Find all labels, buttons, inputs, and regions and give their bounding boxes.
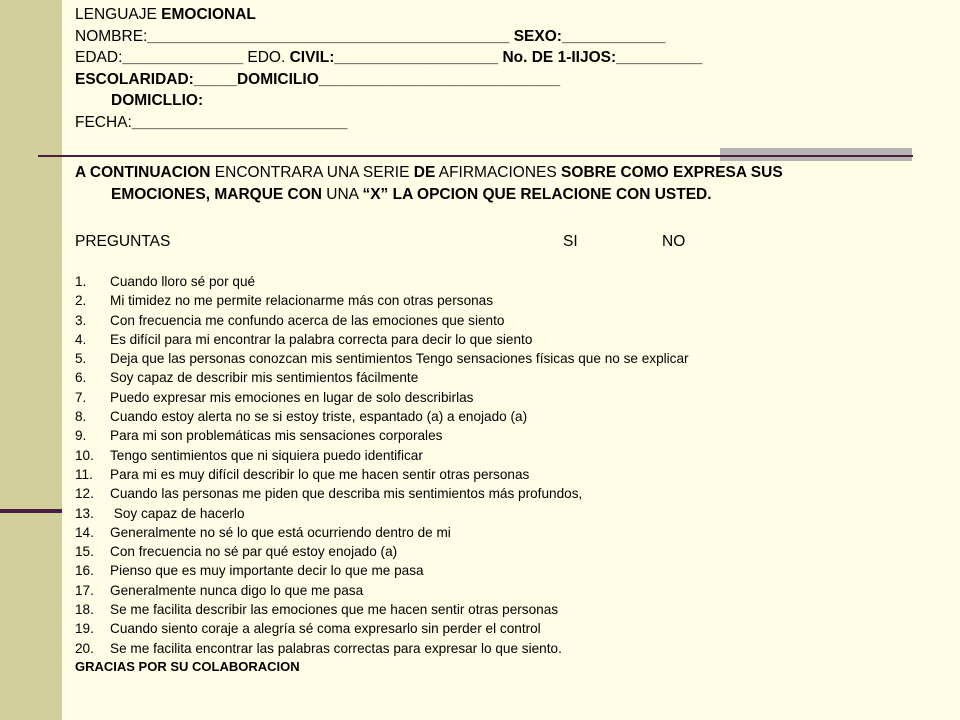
- domicllio-row: [75, 90, 955, 112]
- list-item: 15. Con frecuencia no sé par qué estoy enojado (a): [75, 544, 398, 560]
- list-item: 20. Se me facilita encontrar las palabras correctas para expresar lo que siento.: [75, 640, 562, 656]
- hijos-label: No. DE 1-IIJOS:: [498, 49, 617, 66]
- list-item: 6. Soy capaz de describir mis sentimientos fácilmente: [75, 370, 419, 386]
- fecha-row: [75, 112, 955, 134]
- edad-row: [75, 47, 955, 69]
- domicilio-label: DOMICILIO: [236, 70, 319, 88]
- escolaridad-row: [75, 69, 955, 91]
- list-item: 9. Para mi son problemáticas mis sensaciones corporales: [75, 428, 443, 444]
- no-column-header: NO: [662, 233, 686, 250]
- nombre-label: NOMBRE:: [75, 27, 148, 45]
- civil-label: CIVIL:: [289, 49, 335, 66]
- fecha-label: FECHA:: [75, 113, 132, 131]
- escolaridad-field[interactable]: _____: [193, 70, 237, 88]
- left-decorative-band: [0, 0, 62, 720]
- list-item: 4. Es difícil para mi encontrar la palabra correcta para decir lo que siento: [75, 331, 533, 347]
- list-item: 16. Pienso que es muy importante decir lo que me pasa: [75, 563, 424, 579]
- instructions-line-1: A CONTINUACION ENCONTRARA UNA SERIE DE AFIRMACIONES SOBRE COMO EXPRESA SUS: [75, 164, 783, 181]
- list-item: 7. Puedo expresar mis emociones en lugar de solo describirlas: [75, 389, 474, 405]
- document-title: LENGUAJE EMOCIONAL: [75, 6, 256, 23]
- escolaridad-label: ESCOLARIDAD:: [75, 70, 194, 88]
- list-item: 14. Generalmente no sé lo que está ocurriendo dentro de mi: [75, 524, 451, 540]
- nombre-field[interactable]: __________________________________________: [147, 27, 510, 45]
- edad-label: EDAD:: [75, 49, 123, 66]
- domicilio-field[interactable]: ____________________________: [318, 70, 561, 88]
- list-item: 2. Mi timidez no me permite relacionarme más con otras personas: [75, 293, 494, 309]
- nombre-row: [75, 26, 955, 48]
- instructions-line-2: EMOCIONES, MARQUE CON UNA “X” LA OPCION QUE RELACIONE CON USTED.: [111, 186, 712, 203]
- sexo-field[interactable]: ____________: [561, 27, 666, 45]
- questions-table-header: [75, 231, 775, 253]
- list-item: 5. Deja que las personas conozcan mis sentimientos Tengo sensaciones físicas que no se explicar: [75, 351, 689, 367]
- civil-field[interactable]: ___________________: [334, 49, 499, 66]
- closing-thanks: GRACIAS POR SU COLABORACION: [75, 659, 300, 674]
- list-item: 8. Cuando estoy alerta no se si estoy triste, espantado (a) a enojado (a): [75, 409, 528, 425]
- list-item: 19. Cuando siento coraje a alegría sé coma expresarlo sin perder el control: [75, 621, 541, 637]
- list-item: 11. Para mi es muy difícil describir lo que me hacen sentir otras personas: [75, 466, 530, 482]
- list-item: 13. Soy capaz de hacerlo: [75, 505, 245, 521]
- list-item: 17. Generalmente nunca digo lo que me pasa: [75, 582, 364, 598]
- list-item: 1. Cuando lloro sé por qué: [75, 274, 256, 289]
- form-header: [75, 4, 955, 133]
- left-band-accent-line: [0, 509, 62, 513]
- fecha-field[interactable]: _________________________: [131, 113, 348, 131]
- edad-field[interactable]: ______________: [122, 49, 244, 66]
- si-column-header: SI: [563, 233, 578, 250]
- sexo-label: SEXO:: [509, 27, 562, 45]
- list-item: 18. Se me facilita describir las emociones que me hacen sentir otras personas: [75, 602, 559, 618]
- edo-prefix: EDO.: [243, 49, 290, 66]
- hijos-field[interactable]: __________: [616, 49, 703, 66]
- preguntas-header: PREGUNTAS: [75, 233, 171, 250]
- domicllio-label: DOMICLLIO:: [111, 92, 204, 109]
- list-item: 12. Cuando las personas me piden que describa mis sentimientos más profundos,: [75, 486, 583, 502]
- list-item: 3. Con frecuencia me confundo acerca de las emociones que siento: [75, 312, 505, 328]
- instructions: [75, 162, 950, 206]
- list-item: 10. Tengo sentimientos que ni siquiera puedo identificar: [75, 447, 423, 463]
- questions-list: [75, 272, 689, 658]
- section-divider: [38, 155, 913, 157]
